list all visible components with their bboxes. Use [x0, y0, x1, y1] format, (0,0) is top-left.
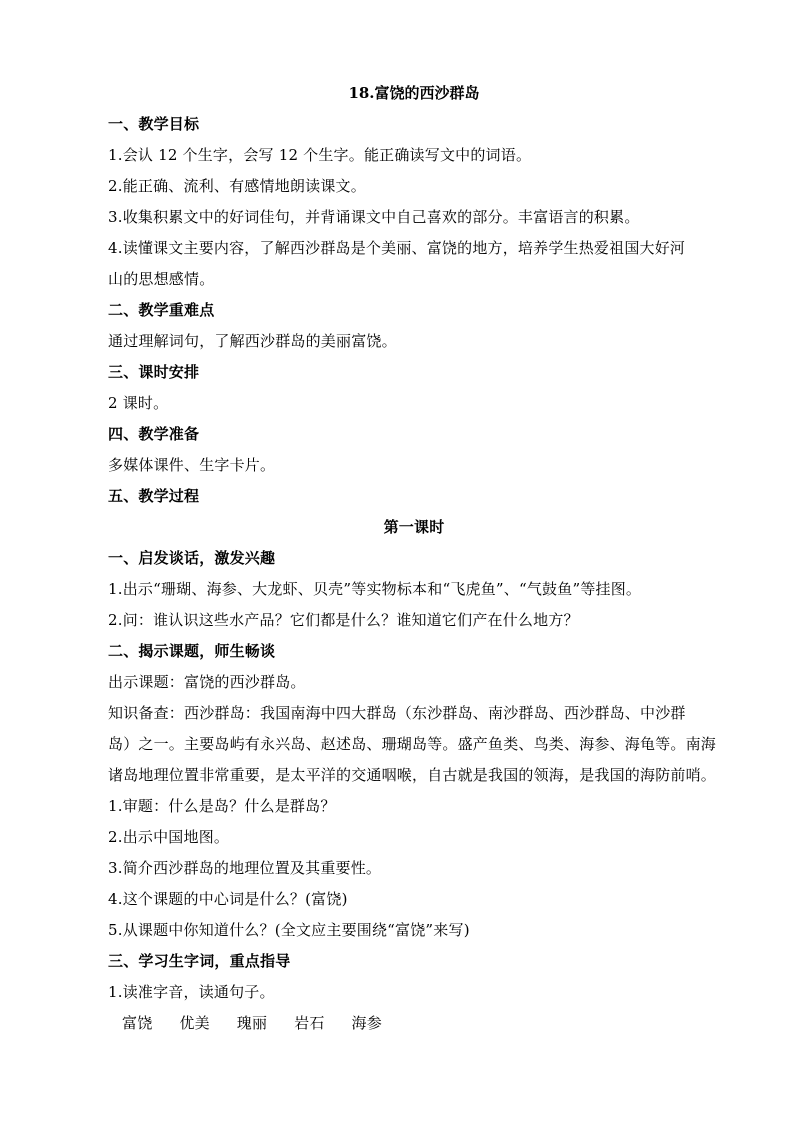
goal-item-3: 3.收集积累文中的好词佳句，并背诵课文中自己喜欢的部分。丰富语言的积累。 — [108, 208, 640, 226]
schedule-heading: 三、课时安排 — [108, 363, 200, 381]
step-two-text-1: 出示课题：富饶的西沙群岛。 — [108, 673, 306, 691]
key-points-heading: 二、教学重难点 — [108, 301, 215, 319]
preparation-heading: 四、教学准备 — [108, 425, 200, 443]
goals-heading: 一、教学目标 — [108, 115, 200, 133]
vocabulary-word-list — [108, 1008, 720, 1039]
step-two-item-3: 3.简介西沙群岛的地理位置及其重要性。 — [108, 859, 382, 877]
step-three-item-1: 1.读准字音，读通句子。 — [108, 983, 275, 1001]
step-three-heading: 三、学习生字词，重点指导 — [108, 952, 291, 970]
step-two-knowledge-line-1: 知识备查：西沙群岛：我国南海中四大群岛（东沙群岛、南沙群岛、西沙群岛、中沙群 — [108, 704, 686, 722]
step-two-knowledge-line-3: 诸岛地理位置非常重要，是太平洋的交通咽喉，自古就是我国的领海，是我国的海防前哨。 — [108, 766, 717, 784]
vocabulary-word: 瑰丽 — [236, 1014, 268, 1032]
step-two-heading: 二、揭示课题，师生畅谈 — [108, 642, 276, 660]
process-heading: 五、教学过程 — [108, 487, 200, 505]
vocabulary-word: 海参 — [351, 1014, 382, 1032]
document-page — [108, 78, 720, 1039]
step-one-item-1: 1.出示“珊瑚、海参、大龙虾、贝壳”等实物标本和“飞虎鱼”、“气鼓鱼”等挂图。 — [108, 580, 642, 598]
step-one-item-2: 2.问：谁认识这些水产品？它们都是什么？谁知道它们产在什么地方？ — [108, 611, 579, 629]
schedule-text: 2 课时。 — [108, 394, 169, 412]
step-two-knowledge-line-2: 岛）之一。主要岛屿有永兴岛、赵述岛、珊瑚岛等。盛产鱼类、鸟类、海参、海龟等。南海 — [108, 735, 717, 753]
vocabulary-word: 岩石 — [294, 1014, 325, 1032]
goal-item-2: 2.能正确、流利、有感情地朗读课文。 — [108, 177, 366, 195]
key-points-text: 通过理解词句，了解西沙群岛的美丽富饶。 — [108, 332, 397, 350]
goal-item-4-line-1: 4.读懂课文主要内容，了解西沙群岛是个美丽、富饶的地方，培养学生热爱祖国大好河 — [108, 239, 686, 257]
step-two-item-1: 1.审题：什么是岛？什么是群岛？ — [108, 797, 336, 815]
step-two-item-5: 5.从课题中你知道什么？(全文应主要围绕“富饶”来写) — [108, 921, 470, 939]
preparation-text: 多媒体课件、生字卡片。 — [108, 456, 276, 474]
step-two-item-4: 4.这个课题的中心词是什么？(富饶) — [108, 890, 348, 908]
lesson-one-title: 第一课时 — [383, 518, 445, 536]
step-two-item-2: 2.出示中国地图。 — [108, 828, 230, 846]
step-one-heading: 一、启发谈话，激发兴趣 — [108, 549, 276, 567]
vocabulary-word: 富饶 — [122, 1014, 153, 1032]
document-title: 18.富饶的西沙群岛 — [348, 84, 480, 102]
vocabulary-word: 优美 — [179, 1014, 210, 1032]
goal-item-4-line-2: 山的思想感情。 — [108, 270, 215, 288]
goal-item-1: 1.会认 12 个生字，会写 12 个生字。能正确读写文中的词语。 — [108, 146, 532, 164]
